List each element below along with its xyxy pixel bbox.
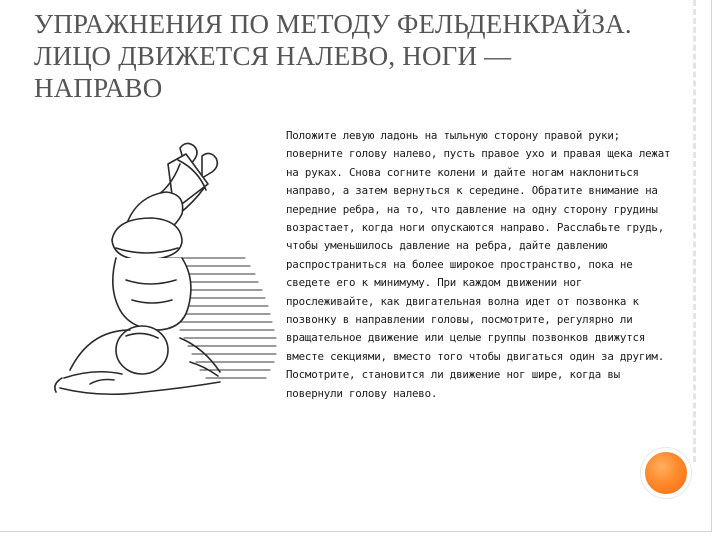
exercise-instructions: Положите левую ладонь на тыльную сторону правой руки; поверните голову налево, пусть правое ухо и правая щека лежат на руках. Снова согните колени и дайте ногам наклониться направо, а затем вернуться к середине. Обратите внимание на передние ребра, на то, что давление на одну сторону грудины возрастает, когда ноги опускаются направо. Расслабьте грудь, чтобы уменьшилось давление на ребра, дайте давлению распространиться на более широкое пространство, пока не сведете его к минимуму. При каждом движении ног прослеживайте, как двигательная волна идет от позвонка к позвонку в направлении головы, посмотрите, регулярно ли вращательное движение или целые группы позвонков движутся вместе секциями, вместо того чтобы двигаться один за другим. Посмотрите, становится ли движение ног шире, когда вы повернули голову налево. xyxy=(286,129,671,400)
exercise-illustration-icon xyxy=(30,130,280,430)
orange-circle-icon xyxy=(641,448,691,498)
slide-title: УПРАЖНЕНИЯ ПО МЕТОДУ ФЕЛЬДЕНКРАЙЗА. ЛИЦО ДВИЖЕТСЯ НАЛЕВО, НОГИ — НАПРАВО xyxy=(34,9,632,103)
decorative-dashed-line xyxy=(693,0,696,462)
